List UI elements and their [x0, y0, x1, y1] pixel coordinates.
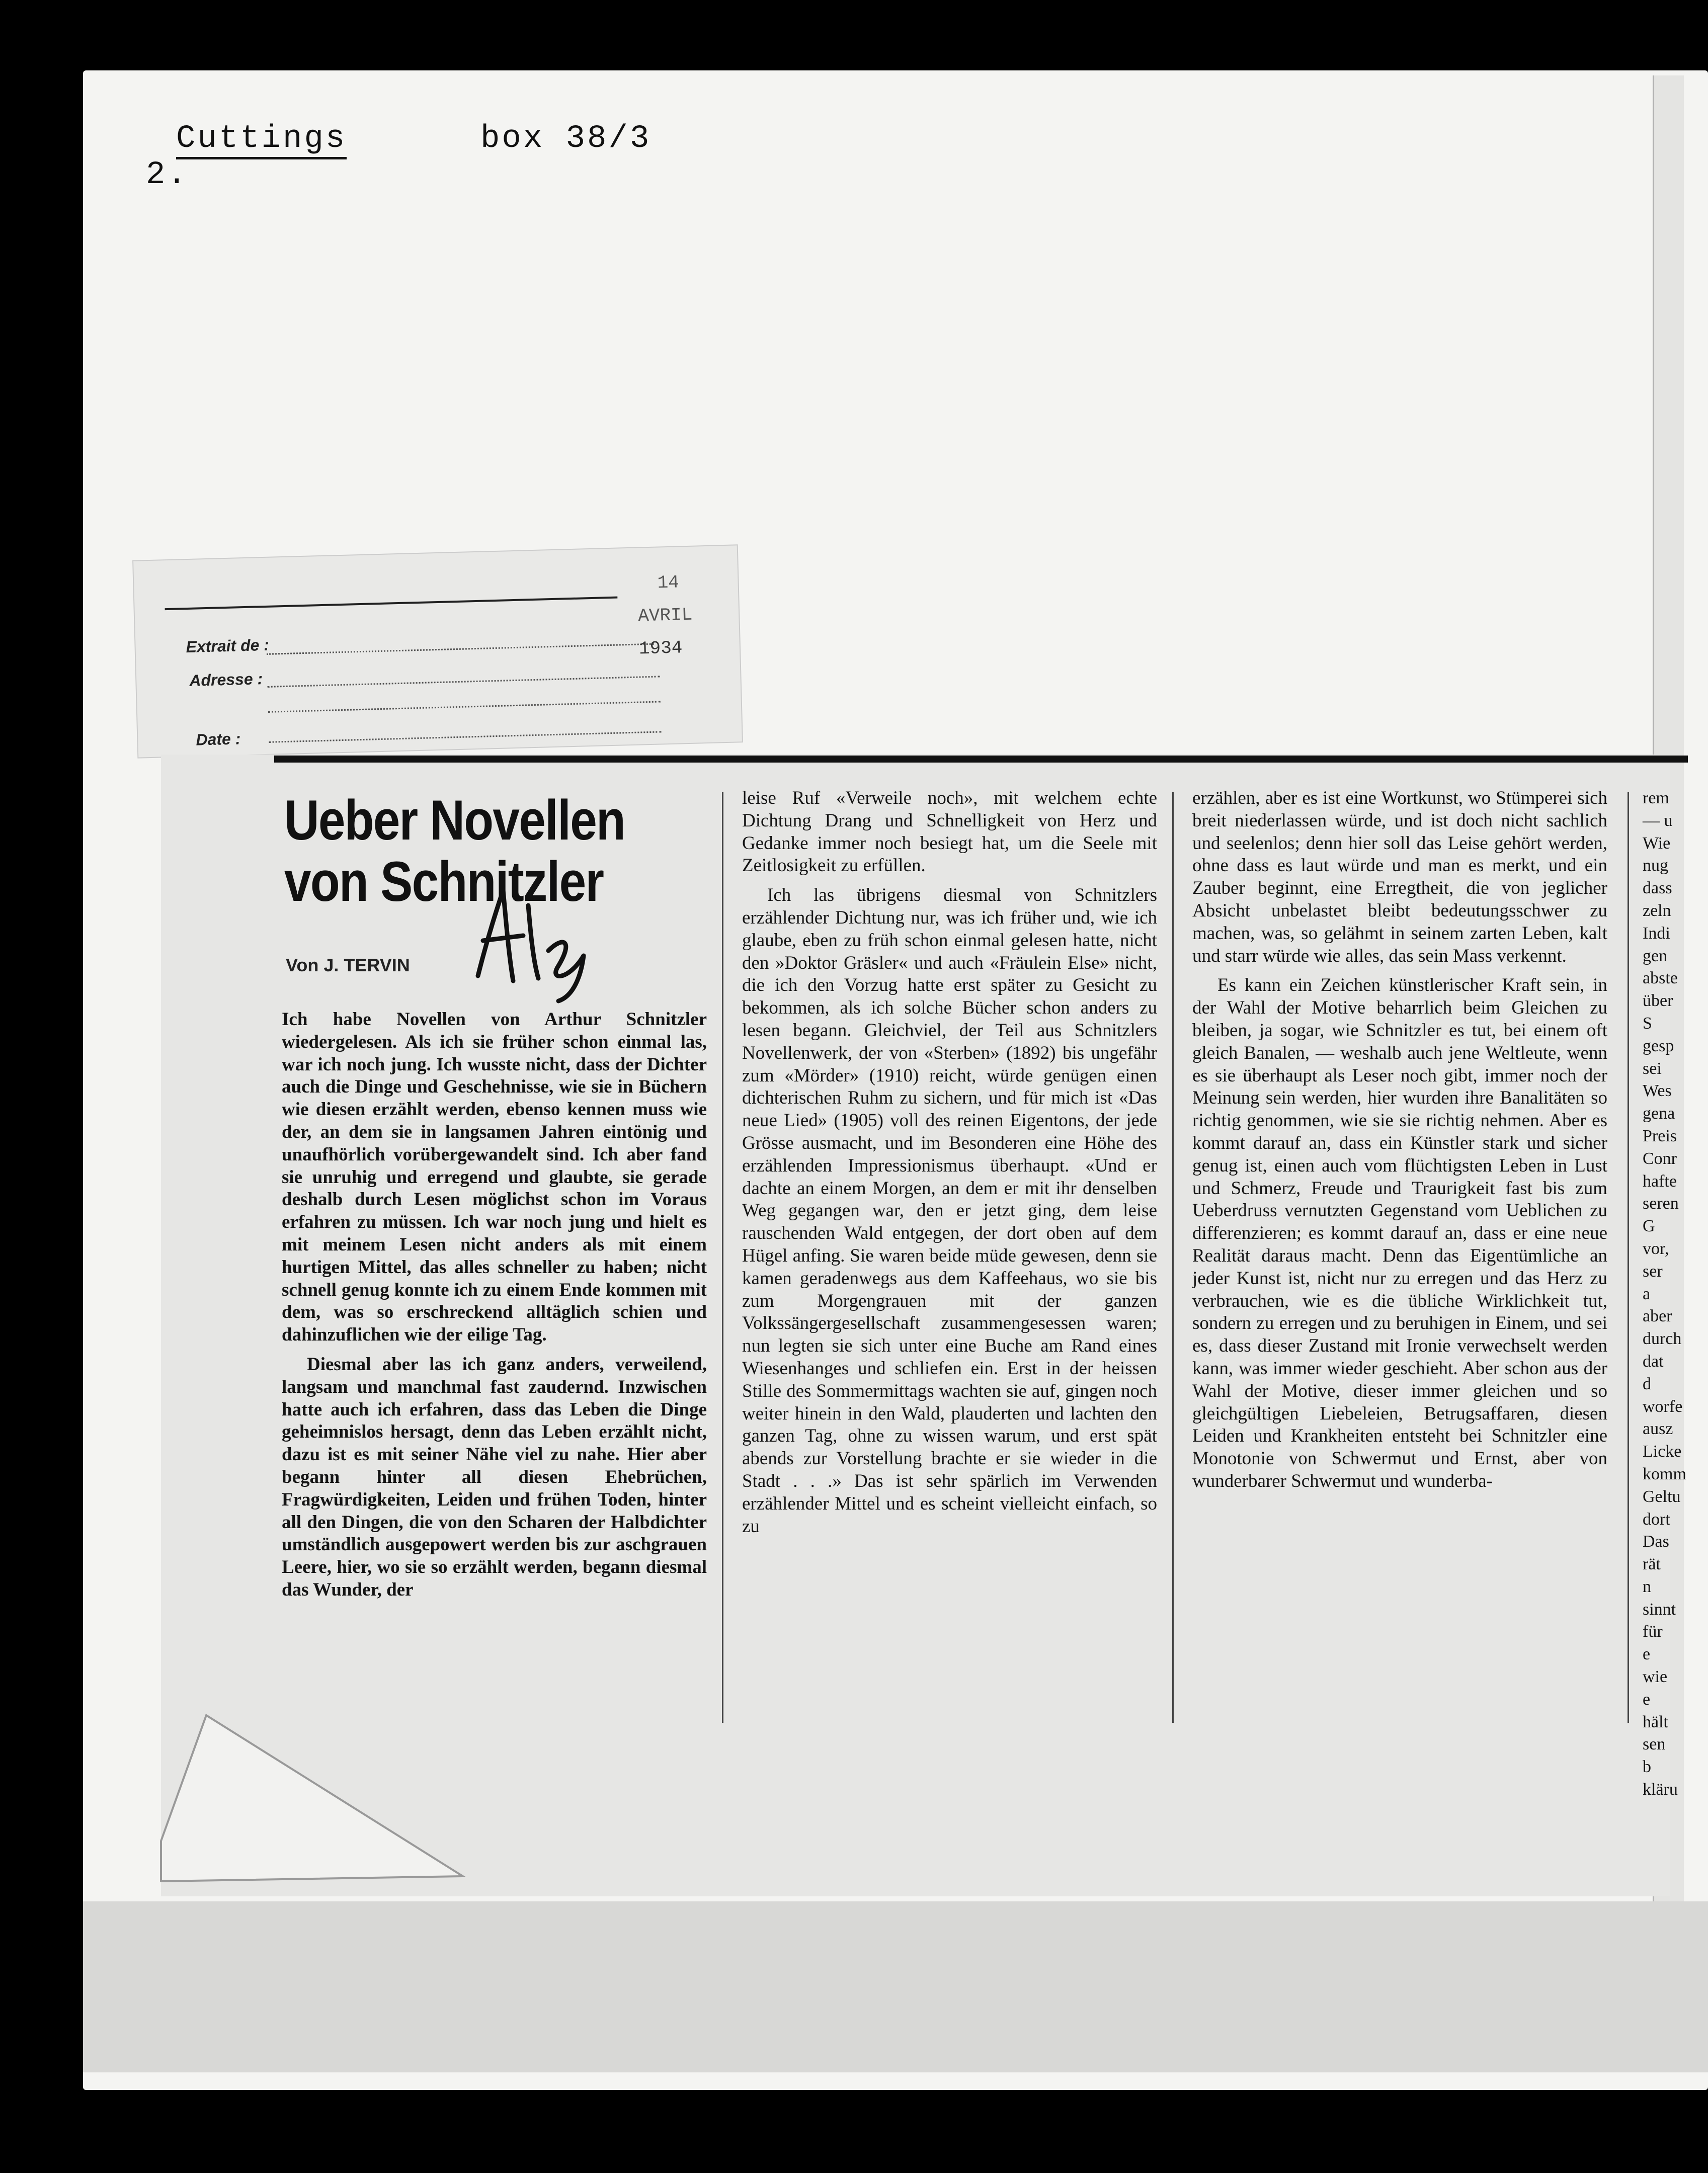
article-byline: Von J. TERVIN [286, 955, 410, 975]
archive-category: Cuttings [176, 121, 347, 159]
cropped-line: komm [1643, 1464, 1686, 1483]
backing-paper [83, 1901, 1708, 2072]
paragraph: Ich habe Novellen von Arthur Schnitzler wiedergelesen. Als ich sie früher schon einmal las, war ich noch jung. Ich wusste nicht, dass der Dichter auch die Dinge und Geschehnisse, wie sie in Büchern wie diesen erzählt werden, ebenso kennen muss wie der, an dem sie in langsamen Jahren eintönig und unaufhörlich vorübergewandelt sind. Ich aber fand sie unruhig und erregend und glaubte, sie gerade deshalb durch Lesen möglichst schon im Voraus erfahren zu müssen. Ich war noch jung und hielt es mit meinem Lesen nicht anders als mit einem hurtigen Mittel, das alles schneller zu haben; nicht schnell genug konnte ich zu einem Ende kommen mit dem, was so erschreckend alltäglich schien und dahinzuflichen wie der eilige Tag. [282, 1009, 707, 1346]
cropped-line: rät n [1643, 1555, 1661, 1596]
paragraph: Es kann ein Zeichen künstlerischer Kraft sein, in der Wahl der Motive beharrlich beim Gleichen zu bleiben, ja sogar, wie Schnitzler es tut, bei einem oft gleich Banalen, — weshalb auch jene Weltleute, wenn es sie überhaupt als Leser noch gibt, immer noch der Meinung sein werden, hier wurden ihre Banalitäten so richtig genommen, wie sie sie richtig nehmen. Aber es kommt darauf an, dass ein Künstler stark und sicher genug ist, einen auch vom flüchtigsten Leben in Lust und Schmerz, Freude und Traurigkeit fast bis zum Ueberdruss vernutzten Gegenstand vom Ueblichen zu differenzieren; es kommt darauf an, dass er eine neue Realität daraus macht. Denn das Eigentümliche an jeder Kunst ist, nicht nur zu erregen und das Herz zu verbrauchen, wie es die übliche Wirklichkeit tut, sondern zu erregen und zu beruhigen in Einem, und sei es, dass dieser Zustand mit Ironie verwechselt werden kann, was immer wieder geschieht. Aber schon aus der Wahl der Motive, dieser immer gleichen und so gleichgültigen Liebeleien, Betrugsaffaren, diesen Leiden und Krankheiten entsteht bei Schnitzler eine Monotonie von Schwermut und Ernst, aber von wunderbarer Schwermut und wunderba- [1192, 975, 1607, 1491]
cropped-line: Preis [1643, 1126, 1677, 1145]
paragraph: erzählen, aber es ist eine Wortkunst, wo Stümperei sich breit niederlassen würde, und ist doch nicht sachlich und seelenlos; denn hier soll das Leise gehört werden, ohne dass es laut würde und man es merkt, und ein Zauber beginnt, eine Erregtheit, die von jeglicher Absicht unbelastet bleibt bedeutungsschwer zu machen, was, so gelähmt in seinem zarten Leben, kalt und starr würde wie alles, das sein Mass verkennt. [1192, 788, 1607, 966]
archive-number: 2. [145, 157, 189, 193]
archive-box: box 38/3 [480, 121, 652, 157]
article-column-4-cropped [1643, 787, 1686, 1801]
adresse-line [268, 676, 660, 687]
date-line [269, 731, 662, 742]
cropped-line: dat d [1643, 1352, 1664, 1393]
cropped-line: gena [1643, 1104, 1675, 1123]
cropped-line: hält [1643, 1712, 1668, 1731]
cropped-line: ausz [1643, 1419, 1673, 1439]
cropped-line: kläru [1643, 1780, 1678, 1799]
paragraph: Ich las übrigens diesmal von Schnitzlers erzählender Dichtung nur, was ich früher und, wie ich glaube, eben zu früh schon einmal gelesen hatte, nicht den »Doktor Gräsler« und auch «Fräulein Else» nicht, die ich den Vorzug hatte erst später zu Gesicht zu bekommen, als ich solche Bücher schon anders zu lesen begann. Gleichviel, der Teil aus Schnitzlers Novellenwerk, der von «Sterben» (1892) bis ungefähr zum «Mörder» (1910) reicht, würde genügen einen dichterischen Ruhm zu sichern, und für mich ist «Das neue Lied» (1905) voll des reinen Eigentons, der jede Grösse ausmacht, und im Besonderen eine Höhe des erzählenden Impressionismus überhaupt. «Und er dachte an einem Morgen, an dem er mit ihr denselben Weg gegangen war, den er jetzt ging, dem leise rauschenden Wald entgegen, der dort oben auf dem Hügel anfing. Sie waren beide müde gewesen, denn sie kamen geradenwegs aus dem Kaffeehaus, wo sie bis zum Morgengrauen mit der ganzen Volkssängergesellschaft zusammengesessen waren; nun legten sie sich unter eine Buche am Rand eines Wiesenhanges und schliefen ein. Erst in der heissen Stille des Sommermittags wachten sie auf, gingen noch weiter hinein in den Wald, plauderten und lachten den ganzen Tag, ohne zu wissen warum, und erst spät abends zur Vorstellung brachte er sie wieder in die Stadt . . .» Das ist sehr spärlich im Verwenden erzählender Mittel und es scheint vielleicht einfach, so zu [742, 885, 1157, 1537]
cropped-line: sinnt [1643, 1600, 1676, 1619]
cropped-line: sen b [1643, 1735, 1666, 1777]
adresse-label: Adresse : [189, 670, 263, 690]
cropped-line: nug [1643, 856, 1668, 875]
cropped-line: rem [1643, 789, 1669, 807]
cropped-line: für e [1643, 1622, 1663, 1664]
cropped-line: S [1643, 1014, 1652, 1033]
cropped-line: G [1643, 1217, 1655, 1236]
cropped-line: wie e [1643, 1667, 1668, 1709]
cropped-line: gen [1643, 946, 1668, 965]
cropped-line: Das [1643, 1532, 1669, 1551]
article-title-line-1: Ueber Novellen [284, 789, 625, 852]
cropped-line: vor, [1643, 1239, 1669, 1258]
cropped-line: durch [1643, 1329, 1682, 1349]
cropped-line: Wie [1643, 833, 1671, 853]
column-rule-3 [1628, 792, 1629, 1723]
cropped-line: — u [1643, 811, 1673, 830]
archive-label [103, 121, 652, 266]
cropped-line: Licke [1643, 1442, 1682, 1461]
slip-top-rule [165, 597, 618, 611]
column-rule-1 [722, 792, 723, 1723]
cropped-line: sei [1643, 1059, 1662, 1078]
stamp-day: 14 [657, 572, 680, 594]
cropped-line: hafte [1643, 1172, 1677, 1191]
extrait-line [267, 643, 654, 655]
handwritten-annotation [468, 875, 599, 1006]
date-label: Date : [195, 729, 241, 749]
extrait-label: Extrait de : [186, 635, 270, 656]
clipping-top-rule [274, 756, 1688, 763]
cropped-line: über [1643, 991, 1673, 1011]
cropped-line: abste [1643, 969, 1678, 988]
folded-corner [161, 1710, 473, 1891]
cropped-line: dass [1643, 879, 1672, 898]
paragraph: leise Ruf «Verweile noch», mit welchem echte Dichtung Drang und Schnelligkeit von Herz und Gedanke immer noch besiegt hat, um die Seele mit Zeitlosigkeit zu erfüllen. [742, 788, 1157, 876]
cropped-line: ser a [1643, 1262, 1663, 1303]
paragraph: Diesmal aber las ich ganz anders, verweilend, langsam und manchmal fast zaudernd. Inzwischen hatte auch ich erfahren, dass das Leben die Dinge geheimnislos hersagt, denn das Leben erzählt nicht, dazu ist es mit seiner Nähe viel zu nahe. Hier aber begann hinter all diesen Ehebrüchen, Fragwürdigkeiten, Leiden und frühen Toden, hinter all den Dingen, die von den Scharen der Halbdichter umständlich ausgepowert werden bis zur aschgrauen Leere, hier, wo sie so erzählt werden, begann diesmal das Wunder, der [282, 1354, 707, 1600]
stamp-year: 1934 [638, 637, 683, 659]
cropped-line: gesp [1643, 1036, 1674, 1055]
cropped-line: Indi [1643, 924, 1670, 943]
article-column-3 [1192, 787, 1607, 1493]
cropped-line: Wes [1643, 1081, 1672, 1101]
cropped-line: Geltu [1643, 1487, 1681, 1506]
article-column-1 [282, 1009, 707, 1602]
cropped-line: seren [1643, 1194, 1679, 1213]
article-column-2 [742, 787, 1157, 1538]
cropped-line: worfe [1643, 1397, 1683, 1416]
cropped-line: dort [1643, 1510, 1670, 1529]
extra-line [268, 701, 661, 712]
cropped-line: zeln [1643, 901, 1671, 920]
stamp-month: AVRIL [637, 604, 693, 627]
press-clipping-slip [133, 545, 742, 757]
article-title-line-2: von Schnitzler [284, 850, 604, 913]
cropped-line: Conr [1643, 1149, 1677, 1168]
column-rule-2 [1172, 792, 1174, 1723]
cropped-line: aber [1643, 1307, 1672, 1326]
